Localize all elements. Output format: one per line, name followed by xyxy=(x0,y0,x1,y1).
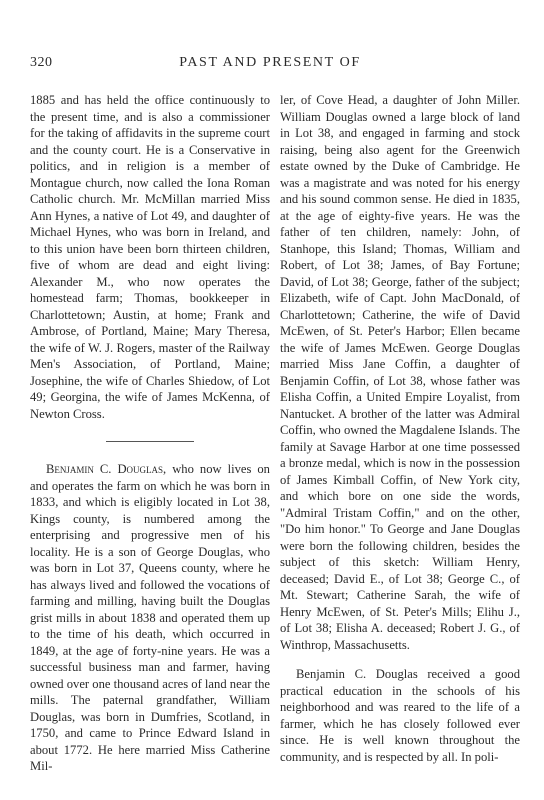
page-header xyxy=(30,55,510,75)
paragraph-douglas-ancestry: ler, of Cove Head, a daughter of John Miller. William Douglas owned a large block of land in Lot 38, and engaged in farming and stock raising, being also agent for the Greenwich estate owned by the Duke of Cambridge. He was a magistrate and was noted for his energy and his sound common sense. He died in 1835, at the age of eighty-five years. He was the father of ten children, namely: John, of Stanhope, this Island; Thomas, William and Robert, of Lot 38; James, of Bay Fortune; David, of Lot 38; George, father of the subject; Elizabeth, wife of Capt. John MacDonald, of Charlottetown; Catherine, the wife of David McEwen, of St. Peter's Harbor; Ellen became the wife of James McEwen. George Douglas married Miss Jane Coffin, a daughter of Benjamin Coffin, of Lot 38, whose father was Elisha Coffin, a United Empire Loyalist, from Nantucket. A brother of the latter was Admiral Coffin, who owned the Magdalene Islands. The family at Savage Harbor at one time possessed a bronze medal, which is now in the possession of James Kimball Coffin, of New York city, and which bore on one side the words, "Admiral Tristam Coffin," and on the other, "Do him honor." To George and Jane Douglas were born the following children, besides the subject of this sketch: William Henry, deceased; David E., of Lot 38; George C., of Mt. Stewart; Catherine Sarah, the wife of Henry McEwen, of St. Peter's Mills; Elihu J., of Lot 38; Elisha A. deceased; Robert J. G., of Winthrop, Massachusetts. xyxy=(280,93,520,652)
paragraph-douglas-intro-text: who now lives on and operates the farm on which he was born in 1833, and which is eligibly located in Lot 38, Kings county, is numbered among the enterprising and progressive men of his locality. He is a son of George Douglas, who was born in Lot 37, Queens county, where he has always lived and followed the vocations of farming and milling, having built the Douglas grist mills in about 1838 and operated them up to the time of his death, which occurred in 1849, at the age of forty-nine years. He was a successful business man and farmer, having owned over one thousand acres of land near the mills. The paternal grandfather, William Douglas, was born in Dumfries, Scotland, in 1750, and came to Prince Edward Island in about 1772. He here married Miss Catherine Mil- xyxy=(30,462,270,773)
left-column xyxy=(30,92,270,775)
subject-name: Benjamin C. Douglas, xyxy=(46,462,167,476)
section-divider xyxy=(106,441,194,442)
paragraph-mcmillan-family: 1885 and has held the office continuously to the present time, and is also a commissioner for the taking of affidavits in the supreme court and the county court. He is a Conservative in politics, and in religion is a member of Montague church, now called the Iona Roman Catholic church. Mr. McMillan married Miss Ann Hynes, a native of Lot 49, and daughter of Michael Hynes, who was born in Ireland, and to this union have been born thirteen children, five of whom are dead and eight living: Alexander M., who now operates the homestead farm; Thomas, bookkeeper in Charlottetown; Austin, at home; Frank and Ambrose, of Portland, Maine; Mary Theresa, the wife of W. J. Rogers, master of the Railway Men's Association, of Portland, Maine; Josephine, the wife of Charles Shiedow, of Lot 49; Georgina, the wife of James McKenna, of Newton Cross. xyxy=(30,93,270,421)
right-column xyxy=(280,92,520,765)
page-number: 320 xyxy=(30,55,53,70)
paragraph-douglas-education: Benjamin C. Douglas received a good practical education in the schools of his neighborhood and was reared to the life of a farmer, which he has closely followed ever since. He is well known throughout the community, and is respected by all. In poli- xyxy=(280,667,520,764)
running-title: PAST AND PRESENT OF xyxy=(179,55,361,70)
paragraph-gap xyxy=(280,653,520,666)
paragraph-douglas-intro xyxy=(30,461,270,775)
